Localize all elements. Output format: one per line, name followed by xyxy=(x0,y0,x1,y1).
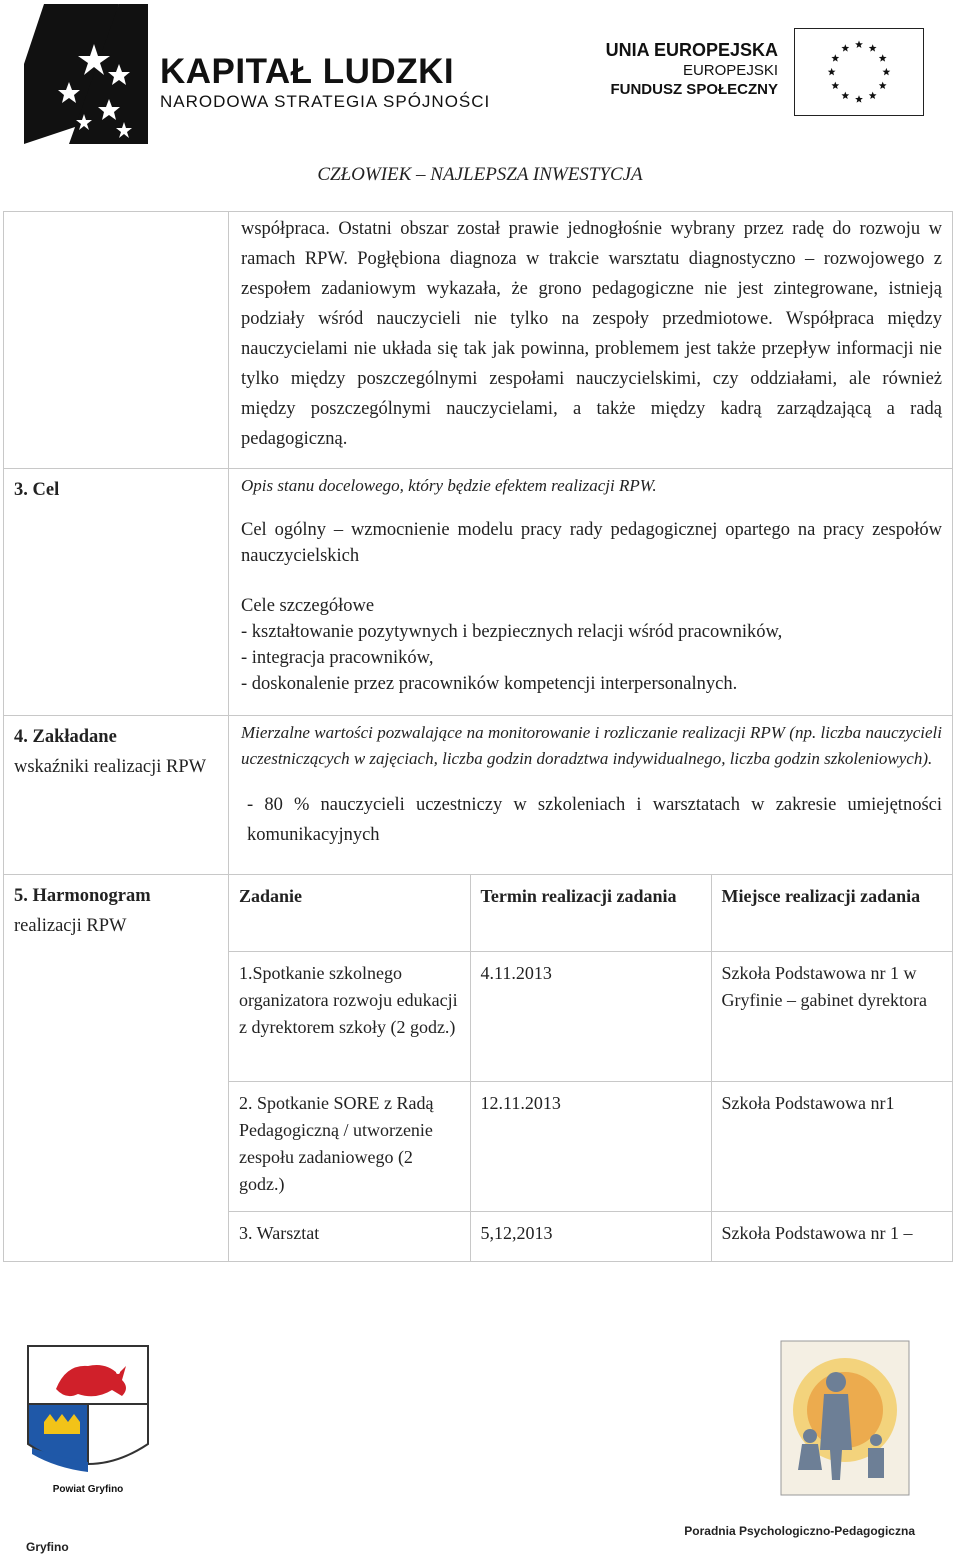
eu-star xyxy=(831,82,839,89)
schedule-task: 1.Spotkanie szkolnego organizatora rozwoju edukacji z dyrektorem szkoły (2 godz.) xyxy=(229,951,470,1081)
schedule-place: Szkoła Podstawowa nr 1 – xyxy=(711,1211,952,1261)
footer-left: Gryfino xyxy=(26,1540,69,1554)
poradnia-logo-icon xyxy=(780,1340,910,1496)
eu-star xyxy=(841,44,849,51)
indicators-label-bold: 4. Zakładane xyxy=(14,727,117,747)
schedule-header-task: Zadanie xyxy=(229,875,470,951)
eu-star xyxy=(828,68,836,75)
schedule-label-rest: realizacji RPW xyxy=(14,916,127,936)
schedule-date: 5,12,2013 xyxy=(470,1211,711,1261)
schedule-table xyxy=(229,875,952,1261)
schedule-place: Szkoła Podstawowa nr1 xyxy=(711,1081,952,1211)
goal-hint: Opis stanu docelowego, który będzie efektem realizacji RPW. xyxy=(241,476,657,495)
schedule-row xyxy=(4,875,953,1262)
page-header xyxy=(0,0,960,200)
goal-specific-heading: Cele szczegółowe xyxy=(241,596,375,616)
logo-title: KAPITAŁ LUDZKI xyxy=(160,52,455,91)
indicators-hint: Mierzalne wartości pozwalające na monitorowanie i rozliczanie realizacji RPW (np. liczba nauczycieli uczestniczących w zajęciach, liczba godzin doradztwa indywidualnego, liczba godzin szkoleniowych). xyxy=(241,723,942,768)
eu-star xyxy=(869,44,877,51)
powiat-gryfino-crest-icon xyxy=(26,1344,150,1498)
indicators-row xyxy=(4,716,953,875)
goal-row xyxy=(4,469,953,716)
schedule-header-row xyxy=(229,875,952,951)
eu-line-3: FUNDUSZ SPOŁECZNY xyxy=(610,81,778,98)
indicators-value: - 80 % nauczycieli uczestniczy w szkoleniach i warsztatach w zakresie umiejętności komunikacyjnych xyxy=(247,795,942,845)
logo-subtitle: NARODOWA STRATEGIA SPÓJNOŚCI xyxy=(160,92,491,111)
slogan: CZŁOWIEK – NAJLEPSZA INWESTYCJA xyxy=(317,164,643,185)
schedule-header-place: Miejsce realizacji zadania xyxy=(711,875,952,951)
goal-specific-item: - kształtowanie pozytywnych i bezpiecznych relacji wśród pracowników, xyxy=(241,622,783,642)
eu-star xyxy=(855,95,863,102)
schedule-task: 2. Spotkanie SORE z Radą Pedagogiczną / utworzenie zespołu zadaniowego (2 godz.) xyxy=(229,1081,470,1211)
project-table xyxy=(3,211,953,1262)
kapital-ludzki-logo-icon xyxy=(24,4,148,144)
schedule-row-2 xyxy=(229,1081,952,1211)
indicators-content xyxy=(229,716,953,875)
eu-star xyxy=(879,82,887,89)
eu-star xyxy=(882,68,890,75)
schedule-label-bold: 5. Harmonogram xyxy=(14,886,151,906)
goal-general: Cel ogólny – wzmocnienie modelu pracy rady pedagogicznej opartego na pracy zespołów nauczycielskich xyxy=(241,520,942,566)
goal-specific-item: - integracja pracowników, xyxy=(241,648,434,668)
eu-star xyxy=(855,41,863,48)
diagnosis-label-cell xyxy=(4,212,229,469)
eu-star xyxy=(869,92,877,99)
footer-right: Poradnia Psychologiczno-Pedagogiczna xyxy=(684,1524,915,1538)
schedule-row-1 xyxy=(229,951,952,1081)
eu-line-1: UNIA EUROPEJSKA xyxy=(605,40,778,60)
schedule-content xyxy=(229,875,953,1262)
goal-label-cell xyxy=(4,469,229,716)
crest-caption: Powiat Gryfino xyxy=(52,1484,124,1495)
goal-label: 3. Cel xyxy=(14,480,60,500)
eu-line-2: EUROPEJSKI xyxy=(682,62,778,79)
schedule-place: Szkoła Podstawowa nr 1 w Gryfinie – gabinet dyrektora xyxy=(711,951,952,1081)
goal-specific-item: - doskonalenie przez pracowników kompetencji interpersonalnych. xyxy=(241,674,738,694)
diagnosis-text: współpraca. Ostatni obszar został prawie jednogłośnie wybrany przez radę do rozwoju w ramach RPW. Pogłębiona diagnoza w trakcie warsztatu diagnostyczno – rozwojowego z zespołem zadaniowym wykazała, że grono pedagogiczne nie jest zintegrowane, istnieją podziały wśród nauczycieli nie tylko na zespoły przedmiotowe. Współpraca między nauczycielami nie układa się tak jak powinna, problemem jest także przepływ informacji nie tylko między poszczególnymi zespołami nauczycielskimi, czy oddziałami, ale również między poszczególnymi nauczycielami, a także między kadrą zarządzającą a radą pedagogiczną. xyxy=(229,212,953,469)
schedule-label-cell xyxy=(4,875,229,1262)
schedule-row-3 xyxy=(229,1211,952,1261)
indicators-label-cell xyxy=(4,716,229,875)
goal-content xyxy=(229,469,953,716)
eu-text-block xyxy=(606,40,778,99)
eu-flag-icon xyxy=(794,28,924,116)
indicators-label-rest: wskaźniki realizacji RPW xyxy=(14,757,207,777)
eu-star xyxy=(831,54,839,61)
diagnosis-row xyxy=(4,212,953,469)
schedule-date: 12.11.2013 xyxy=(470,1081,711,1211)
schedule-header-date: Termin realizacji zadania xyxy=(470,875,711,951)
schedule-date: 4.11.2013 xyxy=(470,951,711,1081)
schedule-task: 3. Warsztat xyxy=(229,1211,470,1261)
eu-star xyxy=(879,54,887,61)
eu-star xyxy=(841,92,849,99)
